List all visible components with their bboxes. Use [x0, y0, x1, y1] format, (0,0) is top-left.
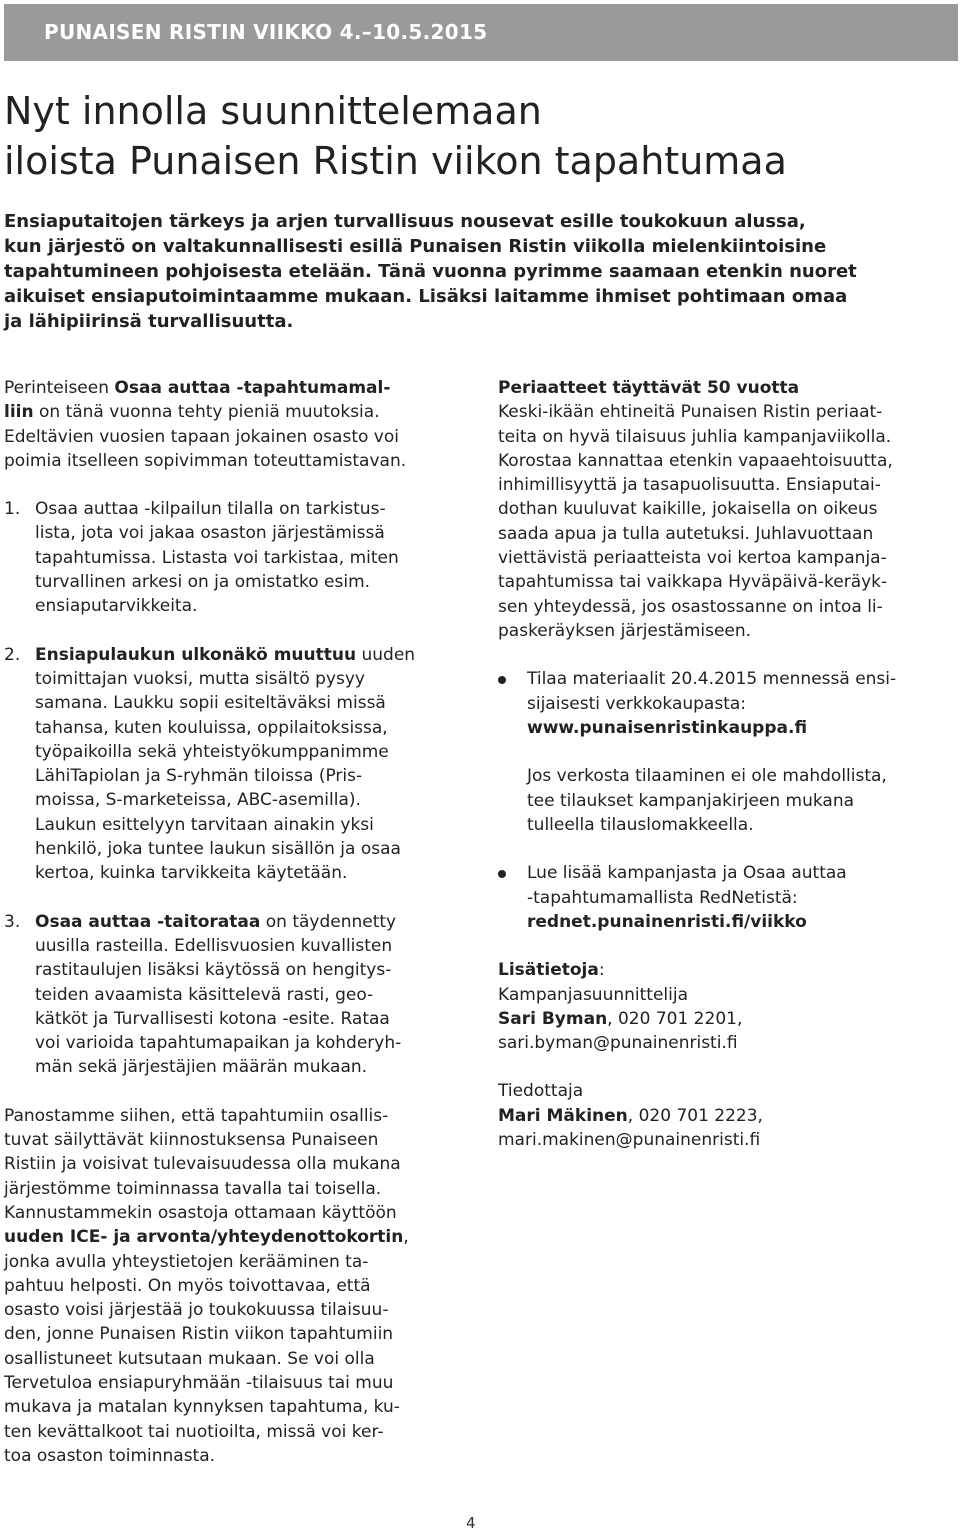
intro-text: Perinteiseen	[4, 378, 115, 398]
list-line: samana. Laukku sopii esiteltäväksi missä	[35, 693, 386, 714]
bullet-read-more	[498, 861, 958, 934]
list-number: 3.	[4, 911, 21, 932]
closing-line: jonka avulla yhteystietojen kerääminen ta-	[4, 1251, 369, 1272]
list-text: on täydennetty	[260, 911, 397, 932]
list-line: moissa, S-marketeissa, ABC-asemilla).	[35, 790, 361, 811]
header-bar	[4, 4, 958, 61]
list-bold: Ensiapulaukun ulkonäkö muuttuu	[35, 644, 357, 665]
closing-line: tuvat säilyttävät kiinnostuksensa Punaiseen	[4, 1130, 379, 1151]
list-line: Osaa auttaa -kilpailun tilalla on tarkistus-	[35, 499, 386, 520]
closing-line: mukava ja matalan kynnyksen tapahtuma, ku-	[4, 1397, 400, 1418]
list-line: henkilö, joka tuntee laukun sisällön ja osaa	[35, 839, 401, 860]
lead-line: ja lähipiirinsä turvallisuutta.	[4, 311, 294, 332]
lead-line: aikuiset ensiaputoimintaamme mukaan. Lisäksi laitamme ihmiset pohtimaan omaa	[4, 286, 848, 307]
contact-name: Sari Byman	[498, 1008, 608, 1029]
intro-bold: Osaa auttaa -tapahtumamal-	[114, 378, 391, 398]
contact-email[interactable]: sari.byman@punainenristi.fi	[498, 1033, 738, 1054]
principles-line: Keski-ikään ehtineitä Punaisen Ristin periaat-	[498, 402, 883, 423]
principles-line: dothan kuuluvat kaikille, jokaisella on oikeus	[498, 499, 878, 520]
rednet-link[interactable]: rednet.punainenristi.fi/viikko	[527, 911, 807, 932]
intro-paragraph	[4, 376, 474, 473]
list-line: män sekä järjestäjien määrän mukaan.	[35, 1057, 368, 1078]
right-column	[498, 376, 958, 1176]
principles-line: viettävistä periaatteista voi kertoa kampanja-	[498, 548, 887, 569]
principles-heading: Periaatteet täyttävät 50 vuotta	[498, 378, 800, 398]
contact-info	[498, 958, 958, 1055]
lead-line: Ensiaputaitojen tärkeys ja arjen turvallisuus nousevat esille toukokuun alussa,	[4, 211, 806, 232]
list-line: rastitaulujen lisäksi käytössä on hengitys-	[35, 960, 392, 981]
bullet-line: Tilaa materiaalit 20.4.2015 mennessä ensi-	[527, 669, 897, 690]
list-line: teiden avaamista käsittelevä rasti, geo-	[35, 984, 374, 1005]
title-line-2: iloista Punaisen Ristin viikon tapahtumaa	[4, 139, 787, 183]
bullet-line: sijaisesti verkkokaupasta:	[527, 693, 747, 714]
list-line: työpaikoilla sekä yhteistyökumppanimme	[35, 741, 389, 762]
lead-line: kun järjestö on valtakunnallisesti esillä Punaisen Ristin viikolla mielenkiintoisine	[4, 236, 827, 257]
principles-line: tapahtumissa tai vaikkapa Hyväpäivä-keräyk-	[498, 572, 888, 593]
page-number: 4	[466, 1514, 476, 1532]
principles-line: Korostaa kannattaa etenkin vapaaehtoisuutta,	[498, 450, 893, 471]
intro-line: Edeltävien vuosien tapaan jokainen osasto voi	[4, 426, 399, 447]
list-line: LähiTapiolan ja S-ryhmän tiloissa (Pris-	[35, 766, 363, 787]
bullet-icon	[498, 676, 506, 684]
list-line: kertoa, kuinka tarvikkeita käytetään.	[35, 863, 348, 884]
closing-line: Panostamme siihen, että tapahtumiin osallis-	[4, 1105, 389, 1126]
contact-phone: , 020 701 2201,	[607, 1008, 743, 1029]
list-line: Laukun esittelyyn tarvitaan ainakin yksi	[35, 814, 374, 835]
shop-link[interactable]: www.punaisenristinkauppa.fi	[527, 717, 808, 738]
closing-paragraph	[4, 1104, 474, 1468]
contact-heading-colon: :	[598, 960, 605, 981]
intro-bold: liin	[4, 402, 34, 423]
list-text: uuden	[356, 644, 416, 665]
principles-section	[498, 376, 958, 643]
closing-bold: uuden ICE- ja arvonta/yhteydenottokortin	[4, 1227, 404, 1248]
intro-text: on tänä vuonna tehty pieniä muutoksia.	[33, 402, 380, 423]
list-line: voi varioida tapahtumapaikan ja kohderyh-	[35, 1033, 402, 1054]
list-line: turvallinen arkesi on ja omistatko esim.	[35, 572, 371, 593]
principles-line: paskeräyksen järjestämiseen.	[498, 620, 752, 641]
list-number: 2.	[4, 644, 21, 665]
closing-line: osasto voisi järjestää jo toukokuussa tilaisuu-	[4, 1300, 389, 1321]
title-line-1: Nyt innolla suunnittelemaan	[4, 89, 542, 133]
contact-heading: Lisätietoja	[498, 960, 599, 981]
list-line: tahansa, kuten kouluissa, oppilaitoksissa,	[35, 717, 388, 738]
lead-paragraph	[4, 209, 954, 334]
closing-line: pahtuu helposti. On myös toivottavaa, että	[4, 1275, 371, 1296]
contact-name: Mari Mäkinen	[498, 1105, 628, 1126]
list-number: 1.	[4, 499, 21, 520]
closing-line: osallistuneet kutsutaan mukaan. Se voi olla	[4, 1348, 375, 1369]
closing-line: Tervetuloa ensiapuryhmään -tilaisuus tai muu	[4, 1372, 394, 1393]
list-item-3	[4, 910, 474, 1080]
closing-line: ten kevättalkoot tai nuotioilta, missä voi ker-	[4, 1421, 384, 1442]
principles-line: teita on hyvä tilaisuus juhlia kampanjaviikolla.	[498, 426, 892, 447]
header-title: PUNAISEN RISTIN VIIKKO 4.–10.5.2015	[44, 20, 488, 44]
closing-line: järjestömme toiminnassa tavalla tai toisella.	[4, 1178, 382, 1199]
list-item-1	[4, 497, 474, 618]
press-contact	[498, 1079, 958, 1152]
list-bold: Osaa auttaa -taitorataa	[35, 911, 261, 932]
closing-line: Kannustammekin osastoja ottamaan käyttöön	[4, 1202, 397, 1223]
list-line: toimittajan vuoksi, mutta sisältö pysyy	[35, 668, 365, 689]
list-line: kätköt ja Turvallisesti kotona -esite. Rataa	[35, 1008, 390, 1029]
bullet-order-materials	[498, 667, 958, 837]
principles-line: saada apua ja tulla autetuksi. Juhlavuottaan	[498, 523, 874, 544]
list-line: uusilla rasteilla. Edellisvuosien kuvallisten	[35, 935, 393, 956]
list-item-2	[4, 643, 474, 886]
bullet-line: tulleella tilauslomakkeella.	[527, 815, 754, 836]
contact-role: Kampanjasuunnittelija	[498, 984, 689, 1005]
principles-line: sen yhteydessä, jos osastossanne on intoa li-	[498, 596, 883, 617]
closing-text: ,	[403, 1227, 409, 1248]
bullet-line: tee tilaukset kampanjakirjeen mukana	[527, 790, 855, 811]
closing-line: Ristiin ja voisivat tulevaisuudessa olla mukana	[4, 1154, 401, 1175]
left-column	[4, 376, 474, 1492]
lead-line: tapahtumineen pohjoisesta etelään. Tänä vuonna pyrimme saamaan etenkin nuoret	[4, 261, 857, 282]
page-title	[4, 86, 954, 186]
bullet-line: Lue lisää kampanjasta ja Osaa auttaa	[527, 863, 847, 884]
bullet-line: Jos verkosta tilaaminen ei ole mahdollista,	[527, 766, 887, 787]
principles-line: inhimillisyyttä ja tasapuolisuutta. Ensiaputai-	[498, 475, 881, 496]
intro-line: poimia itselleen sopivimman toteuttamistavan.	[4, 450, 407, 471]
contact-email[interactable]: mari.makinen@punainenristi.fi	[498, 1130, 761, 1151]
list-line: tapahtumissa. Listasta voi tarkistaa, miten	[35, 547, 399, 568]
contact-role: Tiedottaja	[498, 1081, 584, 1102]
closing-line: toa osaston toiminnasta.	[4, 1445, 216, 1466]
closing-line: den, jonne Punaisen Ristin viikon tapahtumiin	[4, 1324, 394, 1345]
bullet-icon	[498, 870, 506, 878]
list-line: lista, jota voi jakaa osaston järjestämissä	[35, 523, 385, 544]
contact-phone: , 020 701 2223,	[627, 1105, 763, 1126]
bullet-line: -tapahtumamallista RedNetistä:	[527, 887, 798, 908]
list-line: ensiaputarvikkeita.	[35, 596, 198, 617]
